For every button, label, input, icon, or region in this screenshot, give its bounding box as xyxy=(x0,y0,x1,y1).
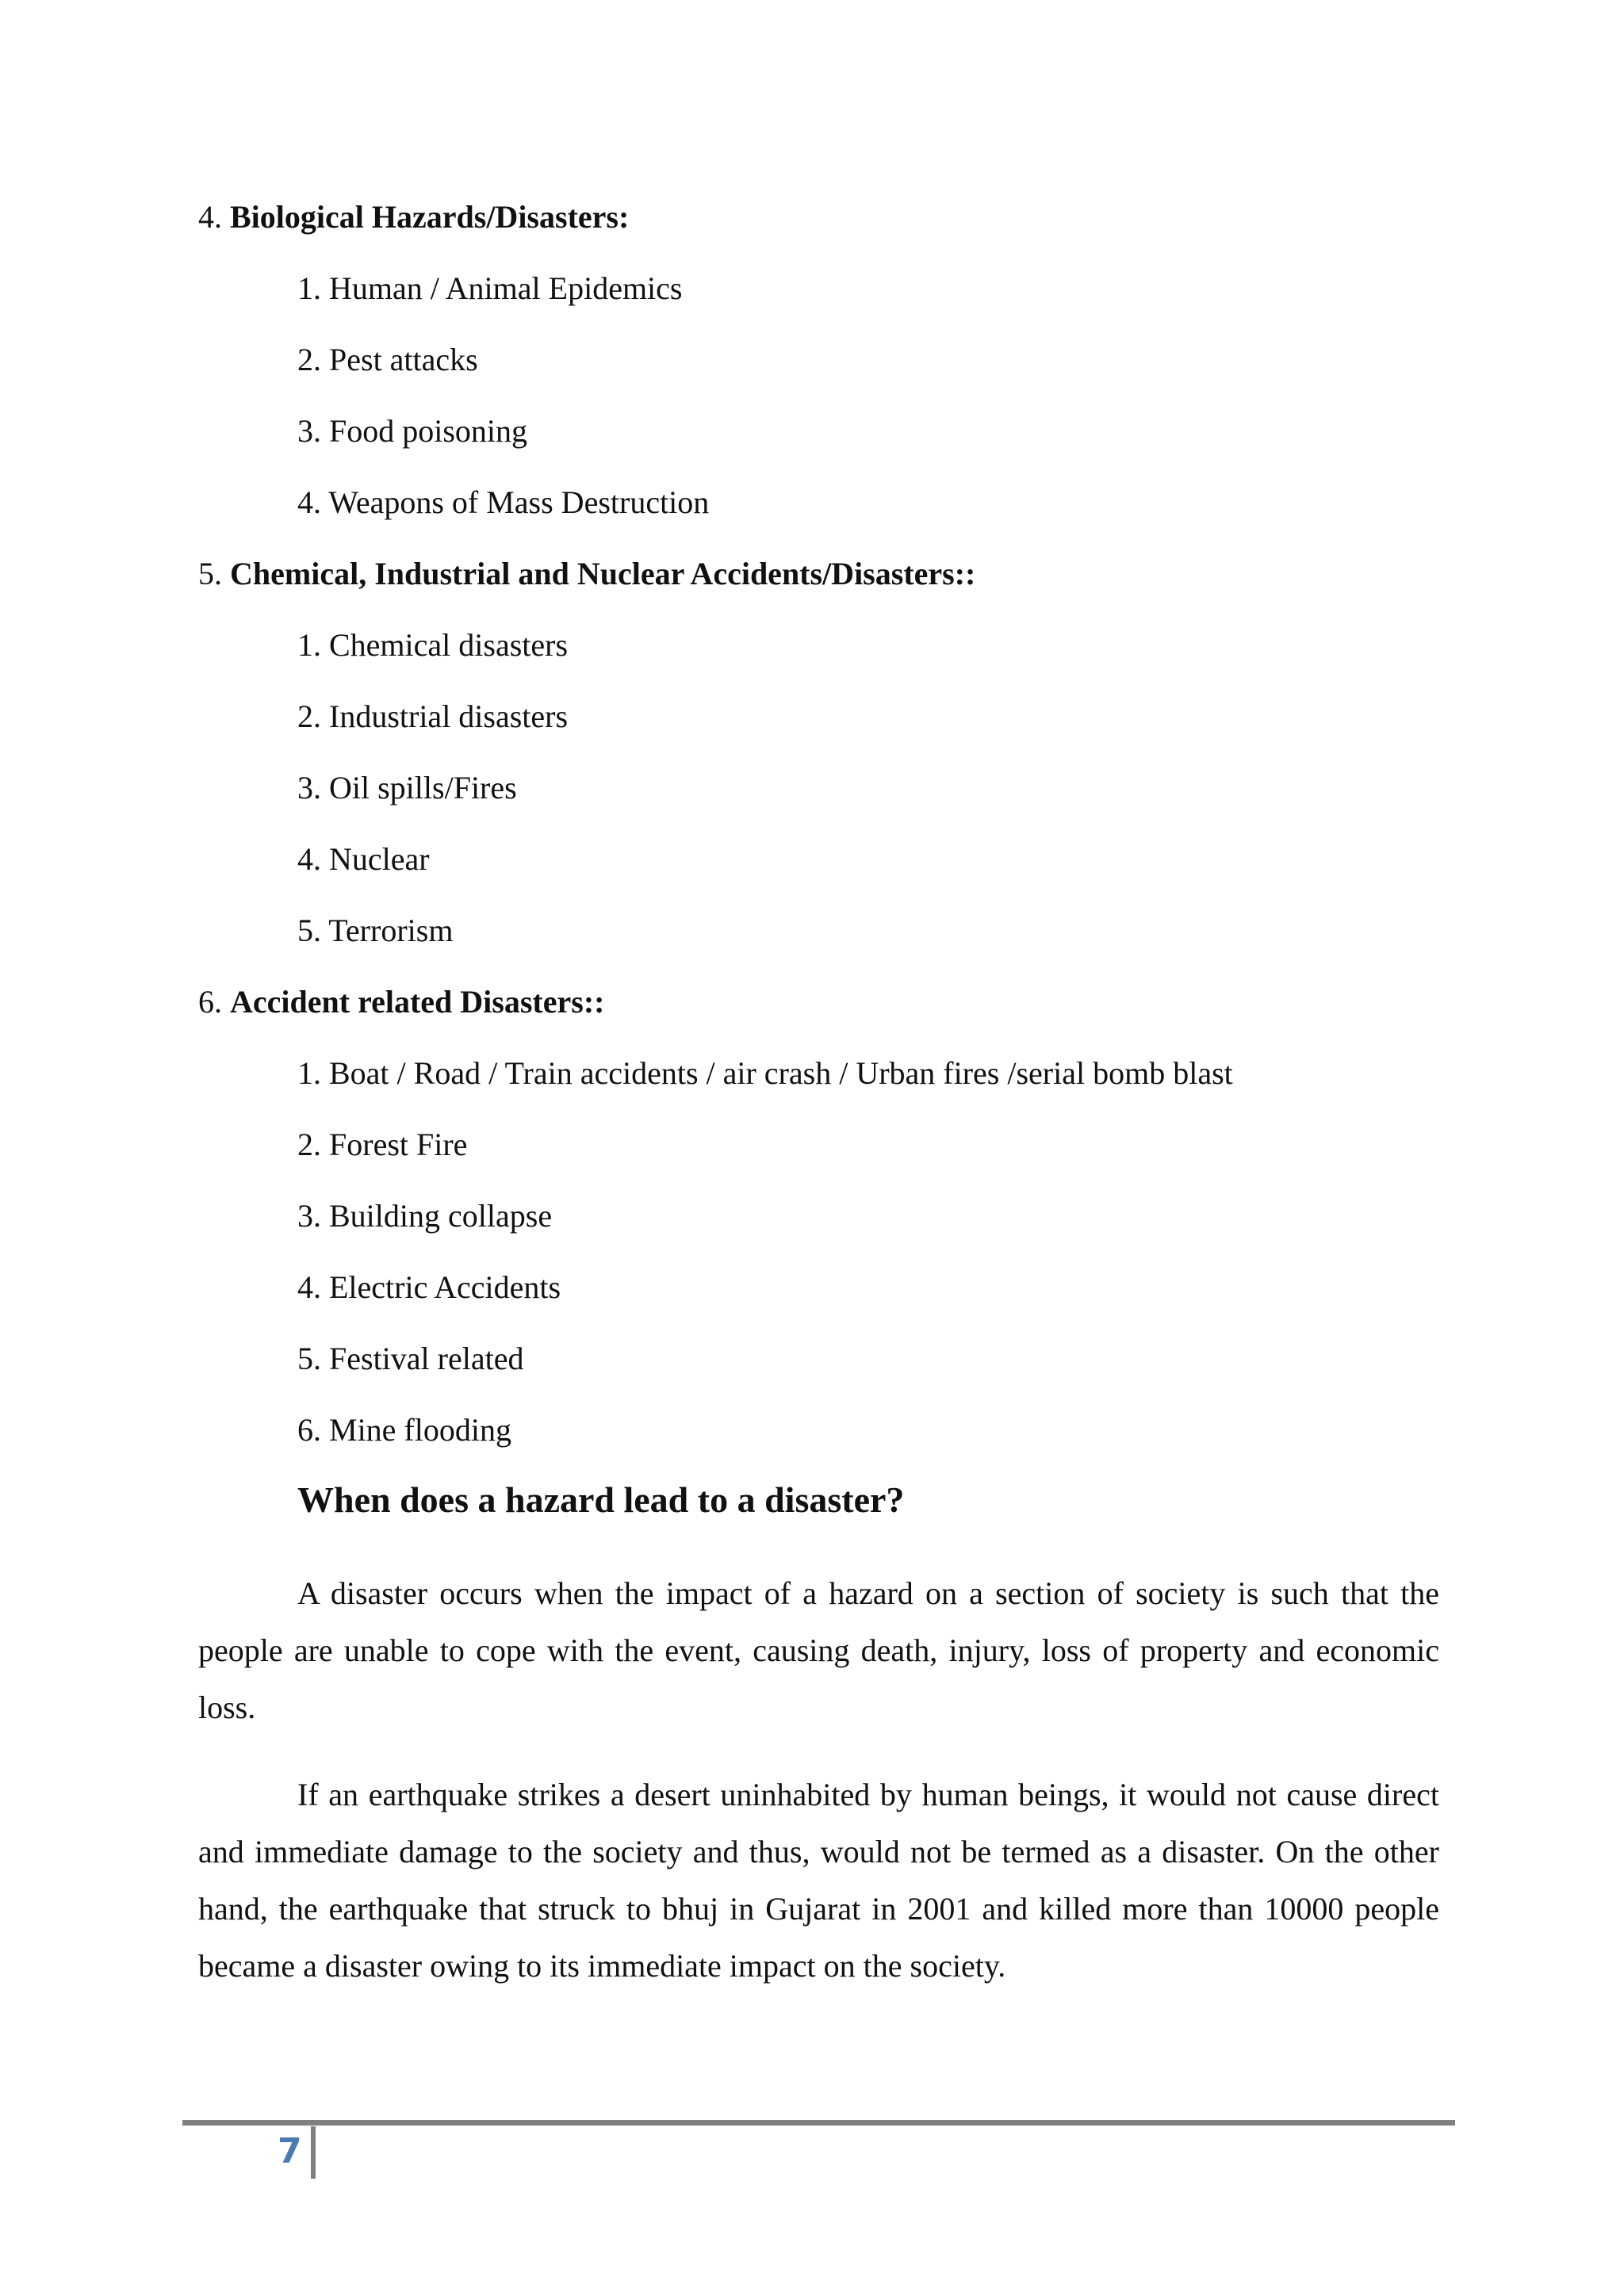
section-number: 6. xyxy=(198,984,222,1020)
list-item: 1. Chemical disasters xyxy=(297,627,569,663)
list-item: 5. Terrorism xyxy=(297,913,454,948)
footer-divider xyxy=(311,2126,316,2179)
paragraph xyxy=(198,1766,1439,1995)
section-title: Chemical, Industrial and Nuclear Accidents/Disasters:: xyxy=(230,556,976,591)
list-item: 4. Weapons of Mass Destruction xyxy=(297,484,710,520)
list-item: 4. Nuclear xyxy=(297,841,430,877)
list-item: 3. Food poisoning xyxy=(297,413,528,449)
section-title: Biological Hazards/Disasters: xyxy=(230,199,630,235)
paragraph-text: A disaster occurs when the impact of a hazard on a section of society is such that the people are unable to cope with the event, causing death, injury, loss of property and economic loss. xyxy=(198,1575,1439,1725)
list-item: 2. Industrial disasters xyxy=(297,698,569,734)
section-heading xyxy=(198,983,604,1021)
footer-rule xyxy=(182,2120,1455,2126)
list-item: 5. Festival related xyxy=(297,1341,524,1376)
list-item: 1. Boat / Road / Train accidents / air crash / Urban fires /serial bomb blast xyxy=(297,1055,1233,1091)
paragraph xyxy=(198,1565,1439,1736)
list-item: 3. Building collapse xyxy=(297,1198,553,1234)
list-item: 2. Pest attacks xyxy=(297,342,478,377)
list-item: 1. Human / Animal Epidemics xyxy=(297,270,683,306)
paragraph-text: If an earthquake strikes a desert uninhabited by human beings, it would not cause direct and immediate damage to the society and thus, would not be termed as a disaster. On the other hand, the earthquake that struck to bhuj in Gujarat in 2001 and killed more than 10000 people became a disaster owing to its immediate impact on the society. xyxy=(198,1777,1439,1984)
page-number: 7 xyxy=(278,2131,302,2172)
list-item: 3. Oil spills/Fires xyxy=(297,770,517,806)
section-title: Accident related Disasters:: xyxy=(230,984,605,1020)
list-item: 4. Electric Accidents xyxy=(297,1269,561,1305)
list-item: 2. Forest Fire xyxy=(297,1127,468,1162)
section-number: 5. xyxy=(198,556,222,591)
section-heading-question: When does a hazard lead to a disaster? xyxy=(297,1479,905,1520)
section-heading xyxy=(198,198,629,236)
list-item: 6. Mine flooding xyxy=(297,1412,511,1448)
section-number: 4. xyxy=(198,199,222,235)
section-heading xyxy=(198,555,975,593)
